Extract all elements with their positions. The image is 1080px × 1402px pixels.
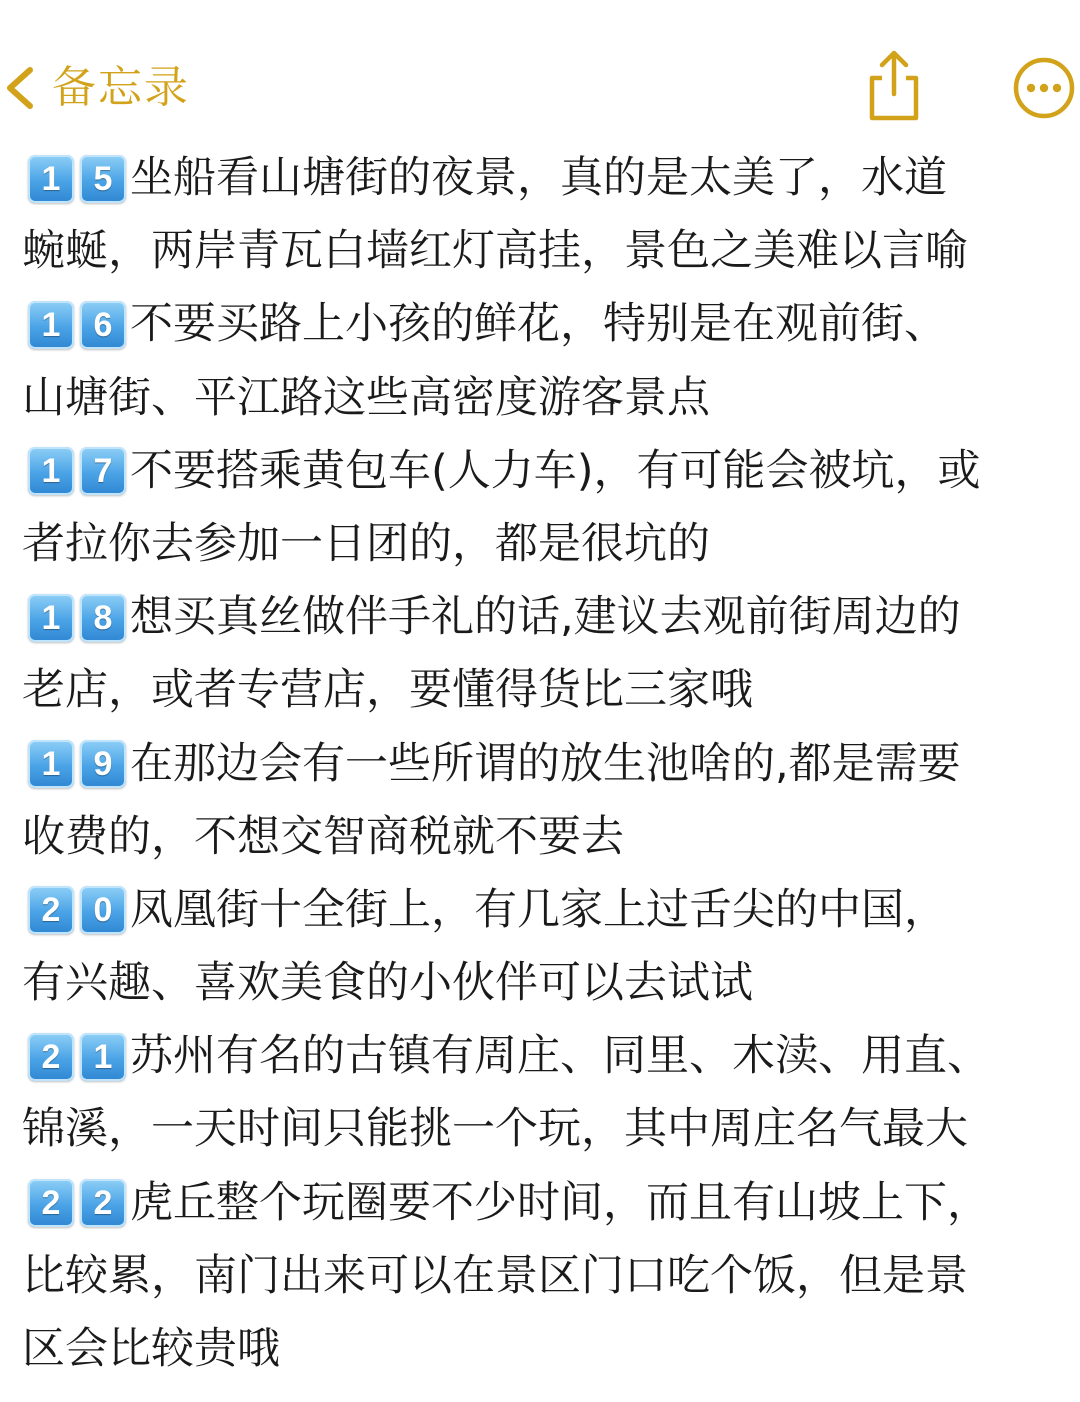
- keycap-digit-icon: 2: [80, 1179, 126, 1227]
- note-line-text: 有兴趣、喜欢美食的小伙伴可以去试试: [22, 958, 753, 1009]
- keycap-digit-icon: 6: [80, 301, 126, 349]
- note-item-line: [22, 1240, 1062, 1313]
- share-icon[interactable]: [862, 48, 926, 124]
- keycap-digit-icon: 1: [28, 155, 74, 203]
- note-line-text: 蜿蜒，两岸青瓦白墙红灯高挂，景色之美难以言喻: [22, 226, 968, 277]
- note-item-line: [22, 215, 1062, 288]
- keycap-digit-icon: 8: [80, 594, 126, 642]
- item-number-keycaps: [28, 1033, 126, 1081]
- keycap-digit-icon: 1: [28, 301, 74, 349]
- note-line-text: 在那边会有一些所谓的放生池啥的,都是需要: [130, 738, 961, 789]
- back-button[interactable]: [0, 58, 190, 118]
- note-line-text: 坐船看山塘街的夜景，真的是太美了，水道: [130, 153, 947, 203]
- note-item-first-line: [22, 1167, 1062, 1240]
- note-line-text: 者拉你去参加一日团的，都是很坑的: [22, 518, 710, 569]
- note-item-first-line: [22, 728, 1062, 801]
- keycap-digit-icon: 1: [28, 740, 74, 788]
- note-line-text: 凤凰街十全街上，有几家上过舌尖的中国，: [130, 884, 947, 935]
- keycap-digit-icon: 1: [28, 447, 74, 495]
- more-icon[interactable]: [1012, 56, 1076, 120]
- keycap-digit-icon: 0: [80, 886, 126, 934]
- keycap-digit-icon: 2: [28, 1033, 74, 1081]
- keycap-digit-icon: 2: [28, 1179, 74, 1227]
- chevron-left-icon: [0, 58, 40, 118]
- note-line-text: 山塘街、平江路这些高密度游客景点: [22, 372, 710, 423]
- note-line-text: 虎丘整个玩圈要不少时间，而且有山坡上下，: [130, 1177, 990, 1228]
- note-item-line: [22, 1313, 1062, 1386]
- keycap-digit-icon: 1: [28, 594, 74, 642]
- note-line-text: 想买真丝做伴手礼的话,建议去观前街周边的: [130, 592, 961, 643]
- note-item-first-line: [22, 1020, 1062, 1093]
- back-label: 备忘录: [52, 62, 190, 113]
- keycap-digit-icon: 7: [80, 447, 126, 495]
- keycap-digit-icon: 9: [80, 740, 126, 788]
- note-line-text: 不要买路上小孩的鲜花，特别是在观前街、: [130, 299, 947, 350]
- item-number-keycaps: [28, 447, 126, 495]
- keycap-digit-icon: 2: [28, 886, 74, 934]
- nav-bar: [0, 40, 1080, 140]
- keycap-digit-icon: 5: [80, 155, 126, 203]
- note-item-line: [22, 947, 1062, 1020]
- note-item-first-line: [22, 288, 1062, 361]
- note-item-first-line: [22, 581, 1062, 654]
- keycap-digit-icon: 1: [80, 1033, 126, 1081]
- note-line-text: 不要搭乘黄包车(人力车)，有可能会被坑，或: [130, 445, 981, 496]
- note-item-first-line: [22, 435, 1062, 508]
- item-number-keycaps: [28, 740, 126, 788]
- note-item-line: [22, 362, 1062, 435]
- note-item-line: [22, 801, 1062, 874]
- note-item-line: [22, 508, 1062, 581]
- note-line-text: 老店，或者专营店，要懂得货比三家哦: [22, 665, 753, 716]
- item-number-keycaps: [28, 594, 126, 642]
- note-line-text: 锦溪，一天时间只能挑一个玩，其中周庄名气最大: [22, 1104, 968, 1155]
- item-number-keycaps: [28, 886, 126, 934]
- item-number-keycaps: [28, 1179, 126, 1227]
- item-number-keycaps: [28, 155, 126, 203]
- item-number-keycaps: [28, 301, 126, 349]
- note-item-first-line: [22, 142, 1062, 215]
- note-item-first-line: [22, 874, 1062, 947]
- note-item-line: [22, 1093, 1062, 1166]
- note-line-text: 苏州有名的古镇有周庄、同里、木渎、用直、: [130, 1031, 990, 1082]
- note-line-text: 比较累，南门出来可以在景区门口吃个饭，但是景: [22, 1250, 968, 1301]
- note-body[interactable]: [22, 142, 1062, 1386]
- note-item-line: [22, 654, 1062, 727]
- note-line-text: 收费的，不想交智商税就不要去: [22, 811, 624, 862]
- note-line-text: 区会比较贵哦: [22, 1324, 280, 1374]
